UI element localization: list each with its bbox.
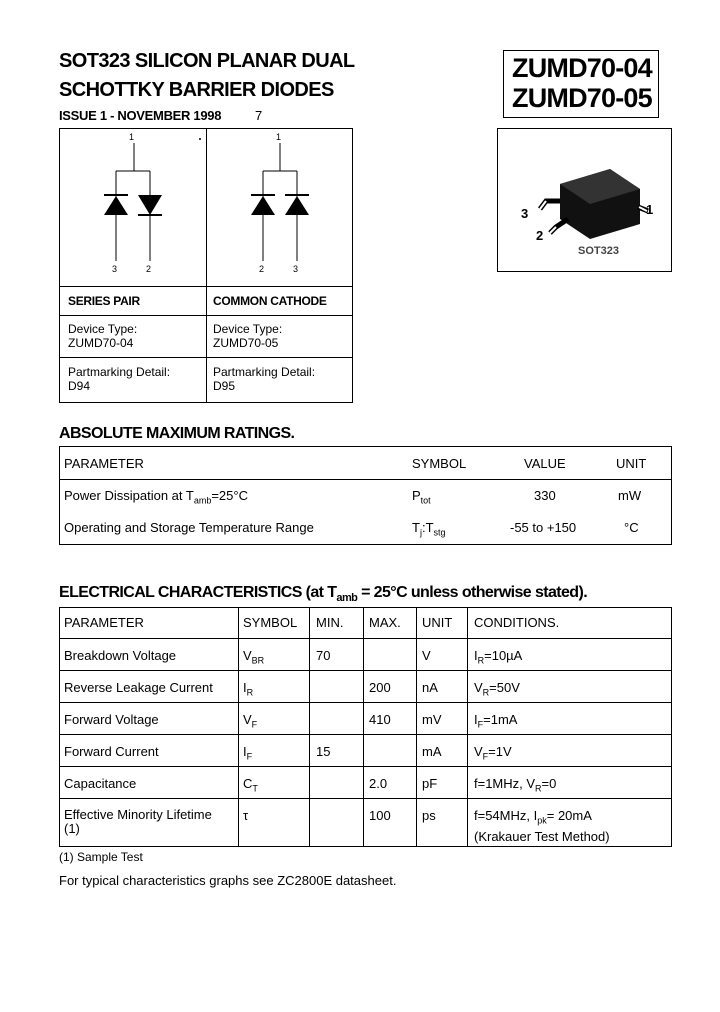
elec-row-capacitance-cond: f=1MHz, $V_R=0$ (474, 776, 557, 794)
part-number-box (503, 50, 659, 118)
elec-table (59, 607, 672, 847)
elec-row-lifetime-cond: f=54MHz, $I_{pk}= 20mA$ (Krakauer Test Method) (474, 808, 610, 844)
elec-row-fwd-current-param: Forward Current (64, 744, 159, 759)
package-label: SOT323 (578, 245, 619, 257)
title-line-1: SOT323 SILICON PLANAR DUAL (59, 50, 355, 72)
elec-header-conditions: CONDITIONS. (474, 615, 560, 630)
elec-row-leakage-symbol: $I_R$ (243, 680, 254, 698)
elec-row-lifetime-max: 100 (369, 808, 391, 823)
right-device-type-label: Device Type: (213, 322, 283, 336)
left-device-type: ZUMD70-04 (68, 336, 134, 350)
common-cathode-label: COMMON CATHODE (213, 294, 327, 308)
footnote-sample-test: (1) Sample Test (59, 850, 143, 864)
part-number-05: ZUMD70-05 (512, 83, 652, 113)
series-pair-schematic (60, 129, 206, 286)
abs-max-row-temp-param: Operating and Storage Temperature Range (64, 520, 314, 535)
abs-max-row-power-value: 330 (534, 488, 556, 503)
left-pin-bottom-right: 2 (146, 264, 152, 274)
elec-row-lifetime-unit: ps (422, 808, 436, 823)
elec-row-leakage-param: Reverse Leakage Current (64, 680, 213, 695)
elec-row-lifetime-param: Effective Minority Lifetime (1) (64, 807, 212, 836)
left-pin-top: 1 (129, 132, 135, 142)
elec-header-parameter: PARAMETER (64, 615, 144, 630)
elec-row-fwd-voltage-max: 410 (369, 712, 391, 727)
abs-max-header-parameter: PARAMETER (64, 456, 144, 471)
elec-row-capacitance-param: Capacitance (64, 776, 137, 791)
right-pin-bottom-left: 2 (259, 264, 265, 274)
elec-row-capacitance-max: 2.0 (369, 776, 388, 791)
elec-row-fwd-current-unit: mA (422, 744, 442, 759)
series-pair-label: SERIES PAIR (68, 294, 140, 308)
elec-row-breakdown-cond: $I_R=10\mu A$ (474, 648, 523, 666)
part-number-04: ZUMD70-04 (512, 53, 652, 83)
elec-header-unit: UNIT (422, 615, 453, 630)
left-device-type-label: Device Type: (68, 322, 138, 336)
footnote-datasheet: For typical characteristics graphs see ZC2800E datasheet. (59, 873, 397, 888)
elec-row-leakage-cond: $V_R=50V$ (474, 680, 520, 698)
elec-row-fwd-voltage-unit: mV (422, 712, 442, 727)
left-partmarking-label: Partmarking Detail: (68, 365, 171, 379)
right-partmarking: D95 (213, 379, 236, 393)
package-pin-3: 3 (521, 206, 529, 221)
package-pin-2: 2 (536, 228, 544, 243)
abs-max-header-symbol: SYMBOL (412, 456, 467, 471)
package-image-box (497, 128, 672, 272)
abs-max-header-value: VALUE (524, 456, 566, 471)
elec-header-symbol: SYMBOL (243, 615, 298, 630)
common-cathode-schematic (207, 129, 352, 286)
elec-row-breakdown-unit: V (422, 648, 431, 663)
left-pin-bottom-left: 3 (112, 264, 118, 274)
abs-max-row-temp-value: -55 to +150 (510, 520, 577, 535)
abs-max-heading: ABSOLUTE MAXIMUM RATINGS. (59, 425, 295, 442)
abs-max-row-temp-unit: °C (624, 520, 639, 535)
right-partmarking-label: Partmarking Detail: (213, 365, 316, 379)
elec-row-fwd-voltage-symbol: $V_F$ (243, 712, 258, 730)
elec-row-capacitance-unit: pF (422, 776, 438, 791)
elec-row-breakdown-symbol: $V_{BR}$ (243, 648, 265, 666)
title-line-2: SCHOTTKY BARRIER DIODES (59, 79, 334, 101)
right-device-type: ZUMD70-05 (213, 336, 279, 350)
right-pin-top: 1 (276, 132, 282, 142)
elec-row-fwd-voltage-param: Forward Voltage (64, 712, 159, 727)
elec-row-fwd-current-min: 15 (316, 744, 331, 759)
issue-date: ISSUE 1 - NOVEMBER 1998 (59, 108, 222, 123)
abs-max-row-power-param: Power Dissipation at $T_{amb}=25^\circ C$ (64, 488, 248, 506)
issue-mark: 7 (255, 108, 263, 123)
elec-header-max: MAX. (369, 615, 401, 630)
right-pin-bottom-right: 3 (293, 264, 299, 274)
elec-row-fwd-current-cond: $V_F=1V$ (474, 744, 512, 762)
package-pin-1: 1 (646, 202, 654, 217)
elec-row-fwd-voltage-cond: $I_F=1mA$ (474, 712, 518, 730)
elec-heading: ELECTRICAL CHARACTERISTICS (at $T_{amb} = 25^\circ C$ unless otherwise stated). (59, 584, 588, 605)
abs-max-header-unit: UNIT (616, 456, 647, 471)
abs-max-row-temp-symbol: $T_j:T_{stg}$ (412, 520, 446, 538)
elec-header-min: MIN. (316, 615, 344, 630)
elec-row-fwd-current-symbol: $I_F$ (243, 744, 253, 762)
abs-max-row-power-unit: mW (618, 488, 642, 503)
elec-row-lifetime-symbol: τ (243, 808, 249, 823)
left-partmarking: D94 (68, 379, 91, 393)
abs-max-table (59, 446, 672, 545)
elec-row-breakdown-min: 70 (316, 648, 331, 663)
abs-max-row-power-symbol: $P_{tot}$ (412, 488, 431, 506)
elec-row-capacitance-symbol: $C_T$ (243, 776, 258, 794)
elec-row-breakdown-param: Breakdown Voltage (64, 648, 177, 663)
elec-row-leakage-max: 200 (369, 680, 391, 695)
configuration-box (59, 128, 353, 403)
elec-row-leakage-unit: nA (422, 680, 438, 695)
